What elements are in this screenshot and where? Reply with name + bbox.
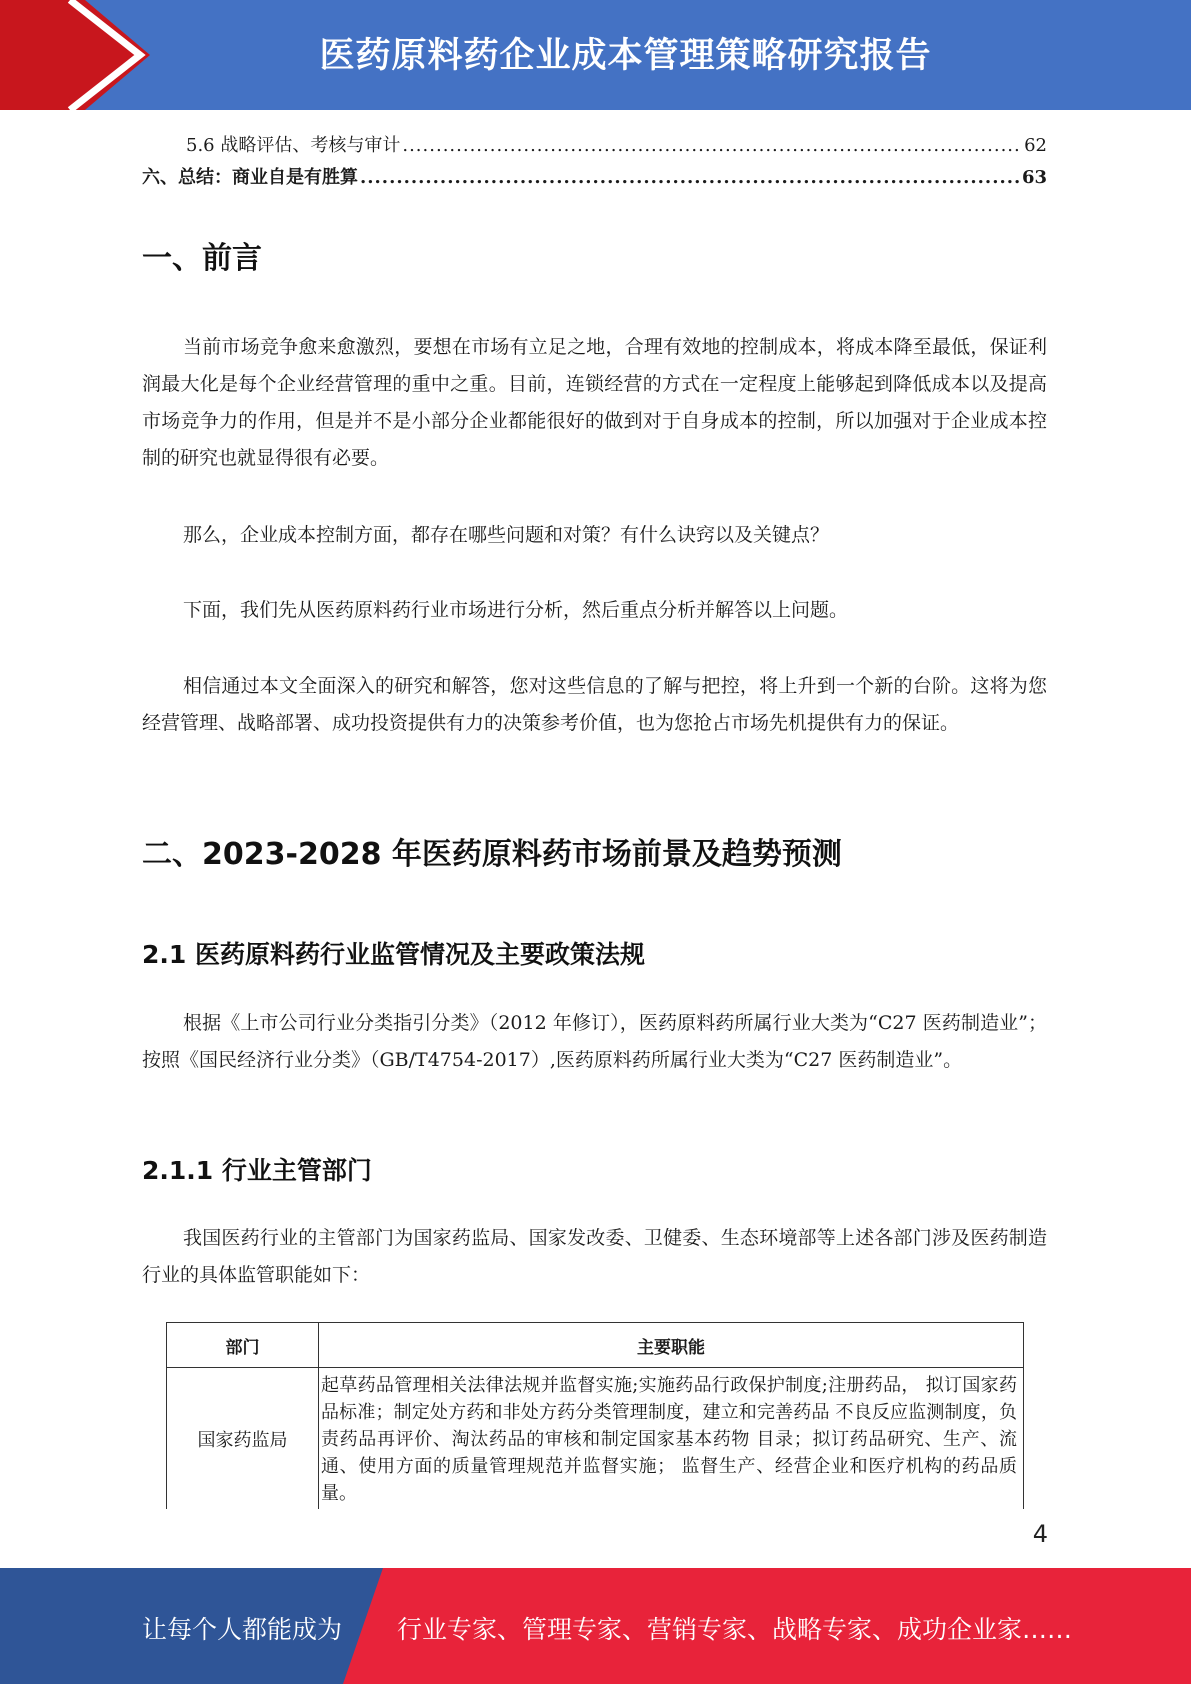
paragraph: 根据《上市公司行业分类指引分类》（2012 年修订），医药原料药所属行业大类为“C27 医药制造业”；按照《国民经济行业分类》（GB/T4754-2017）,医药原料药所属行业大类为“C27 医药制造业”。 bbox=[142, 1012, 1047, 1071]
toc-entry-page: 63 bbox=[1021, 167, 1047, 188]
section-heading-preface: 一、前言 bbox=[142, 241, 262, 276]
table-row bbox=[167, 1368, 1024, 1510]
table-header-duty: 主要职能 bbox=[319, 1323, 1024, 1368]
paragraph: 那么，企业成本控制方面，都存在哪些问题和对策？有什么诀窍以及关键点？ bbox=[183, 524, 830, 546]
toc-leader-dots bbox=[360, 167, 1020, 188]
subsection-heading-2-1: 2.1 医药原料药行业监管情况及主要政策法规 bbox=[142, 940, 645, 969]
toc-entry[interactable] bbox=[142, 131, 1047, 157]
table-cell-duty: 起草药品管理相关法律法规并监督实施;实施药品行政保护制度;注册药品， 拟订国家药品标准；制定处方药和非处方药分类管理制度，建立和完善药品 不良反应监测制度，负责药品再评价、淘汰药品的审核和制定国家基本药物 目录；拟订药品研究、生产、流通、使用方面的质量管理规范并监督实施； 监督生产、经营企业和医疗机构的药品质量。 bbox=[319, 1368, 1024, 1510]
footer-slogan-right: 行业专家、管理专家、营销专家、战略专家、成功企业家…… bbox=[397, 1615, 1073, 1644]
paragraph: 下面，我们先从医药原料药行业市场进行分析，然后重点分析并解答以上问题。 bbox=[183, 599, 849, 621]
table-cell-dept: 国家药监局 bbox=[167, 1368, 319, 1510]
page-footer bbox=[0, 1568, 1191, 1684]
paragraph: 我国医药行业的主管部门为国家药监局、国家发改委、卫健委、生态环境部等上述各部门涉及医药制造行业的具体监管职能如下： bbox=[142, 1227, 1047, 1286]
report-title: 医药原料药企业成本管理策略研究报告 bbox=[319, 36, 932, 76]
paragraph: 相信通过本文全面深入的研究和解答，您对这些信息的了解与把控，将上升到一个新的台阶。这将为您经营管理、战略部署、成功投资提供有力的决策参考价值，也为您抢占市场先机提供有力的保证。 bbox=[142, 675, 1047, 734]
table-header-dept: 部门 bbox=[167, 1323, 319, 1368]
paragraph: 当前市场竞争愈来愈激烈，要想在市场有立足之地，合理有效地的控制成本，将成本降至最低，保证利润最大化是每个企业经营管理的重中之重。目前，连锁经营的方式在一定程度上能够起到降低成本以及提高市场竞争力的作用，但是并不是小部分企业都能很好的做到对于自身成本的控制，所以加强对于企业成本控制的研究也就显得很有必要。 bbox=[142, 336, 1047, 469]
section-heading-forecast: 二、2023-2028 年医药原料药市场前景及趋势预测 bbox=[142, 837, 842, 872]
toc-entry-label: 5.6 战略评估、考核与审计 bbox=[186, 135, 401, 156]
regulator-duties-table bbox=[166, 1322, 1024, 1509]
page-header bbox=[0, 0, 1191, 110]
toc-entry-page: 62 bbox=[1024, 135, 1047, 156]
page-number: 4 bbox=[1032, 1520, 1048, 1548]
toc-entry[interactable] bbox=[142, 163, 1047, 189]
toc-entry-label: 六、总结：商业自是有胜算 bbox=[142, 167, 358, 188]
footer-slogan-left: 让每个人都能成为 bbox=[142, 1615, 343, 1644]
subsection-heading-2-1-1: 2.1.1 行业主管部门 bbox=[142, 1156, 372, 1185]
table-header-row bbox=[167, 1323, 1024, 1368]
toc-leader-dots bbox=[402, 135, 1022, 156]
